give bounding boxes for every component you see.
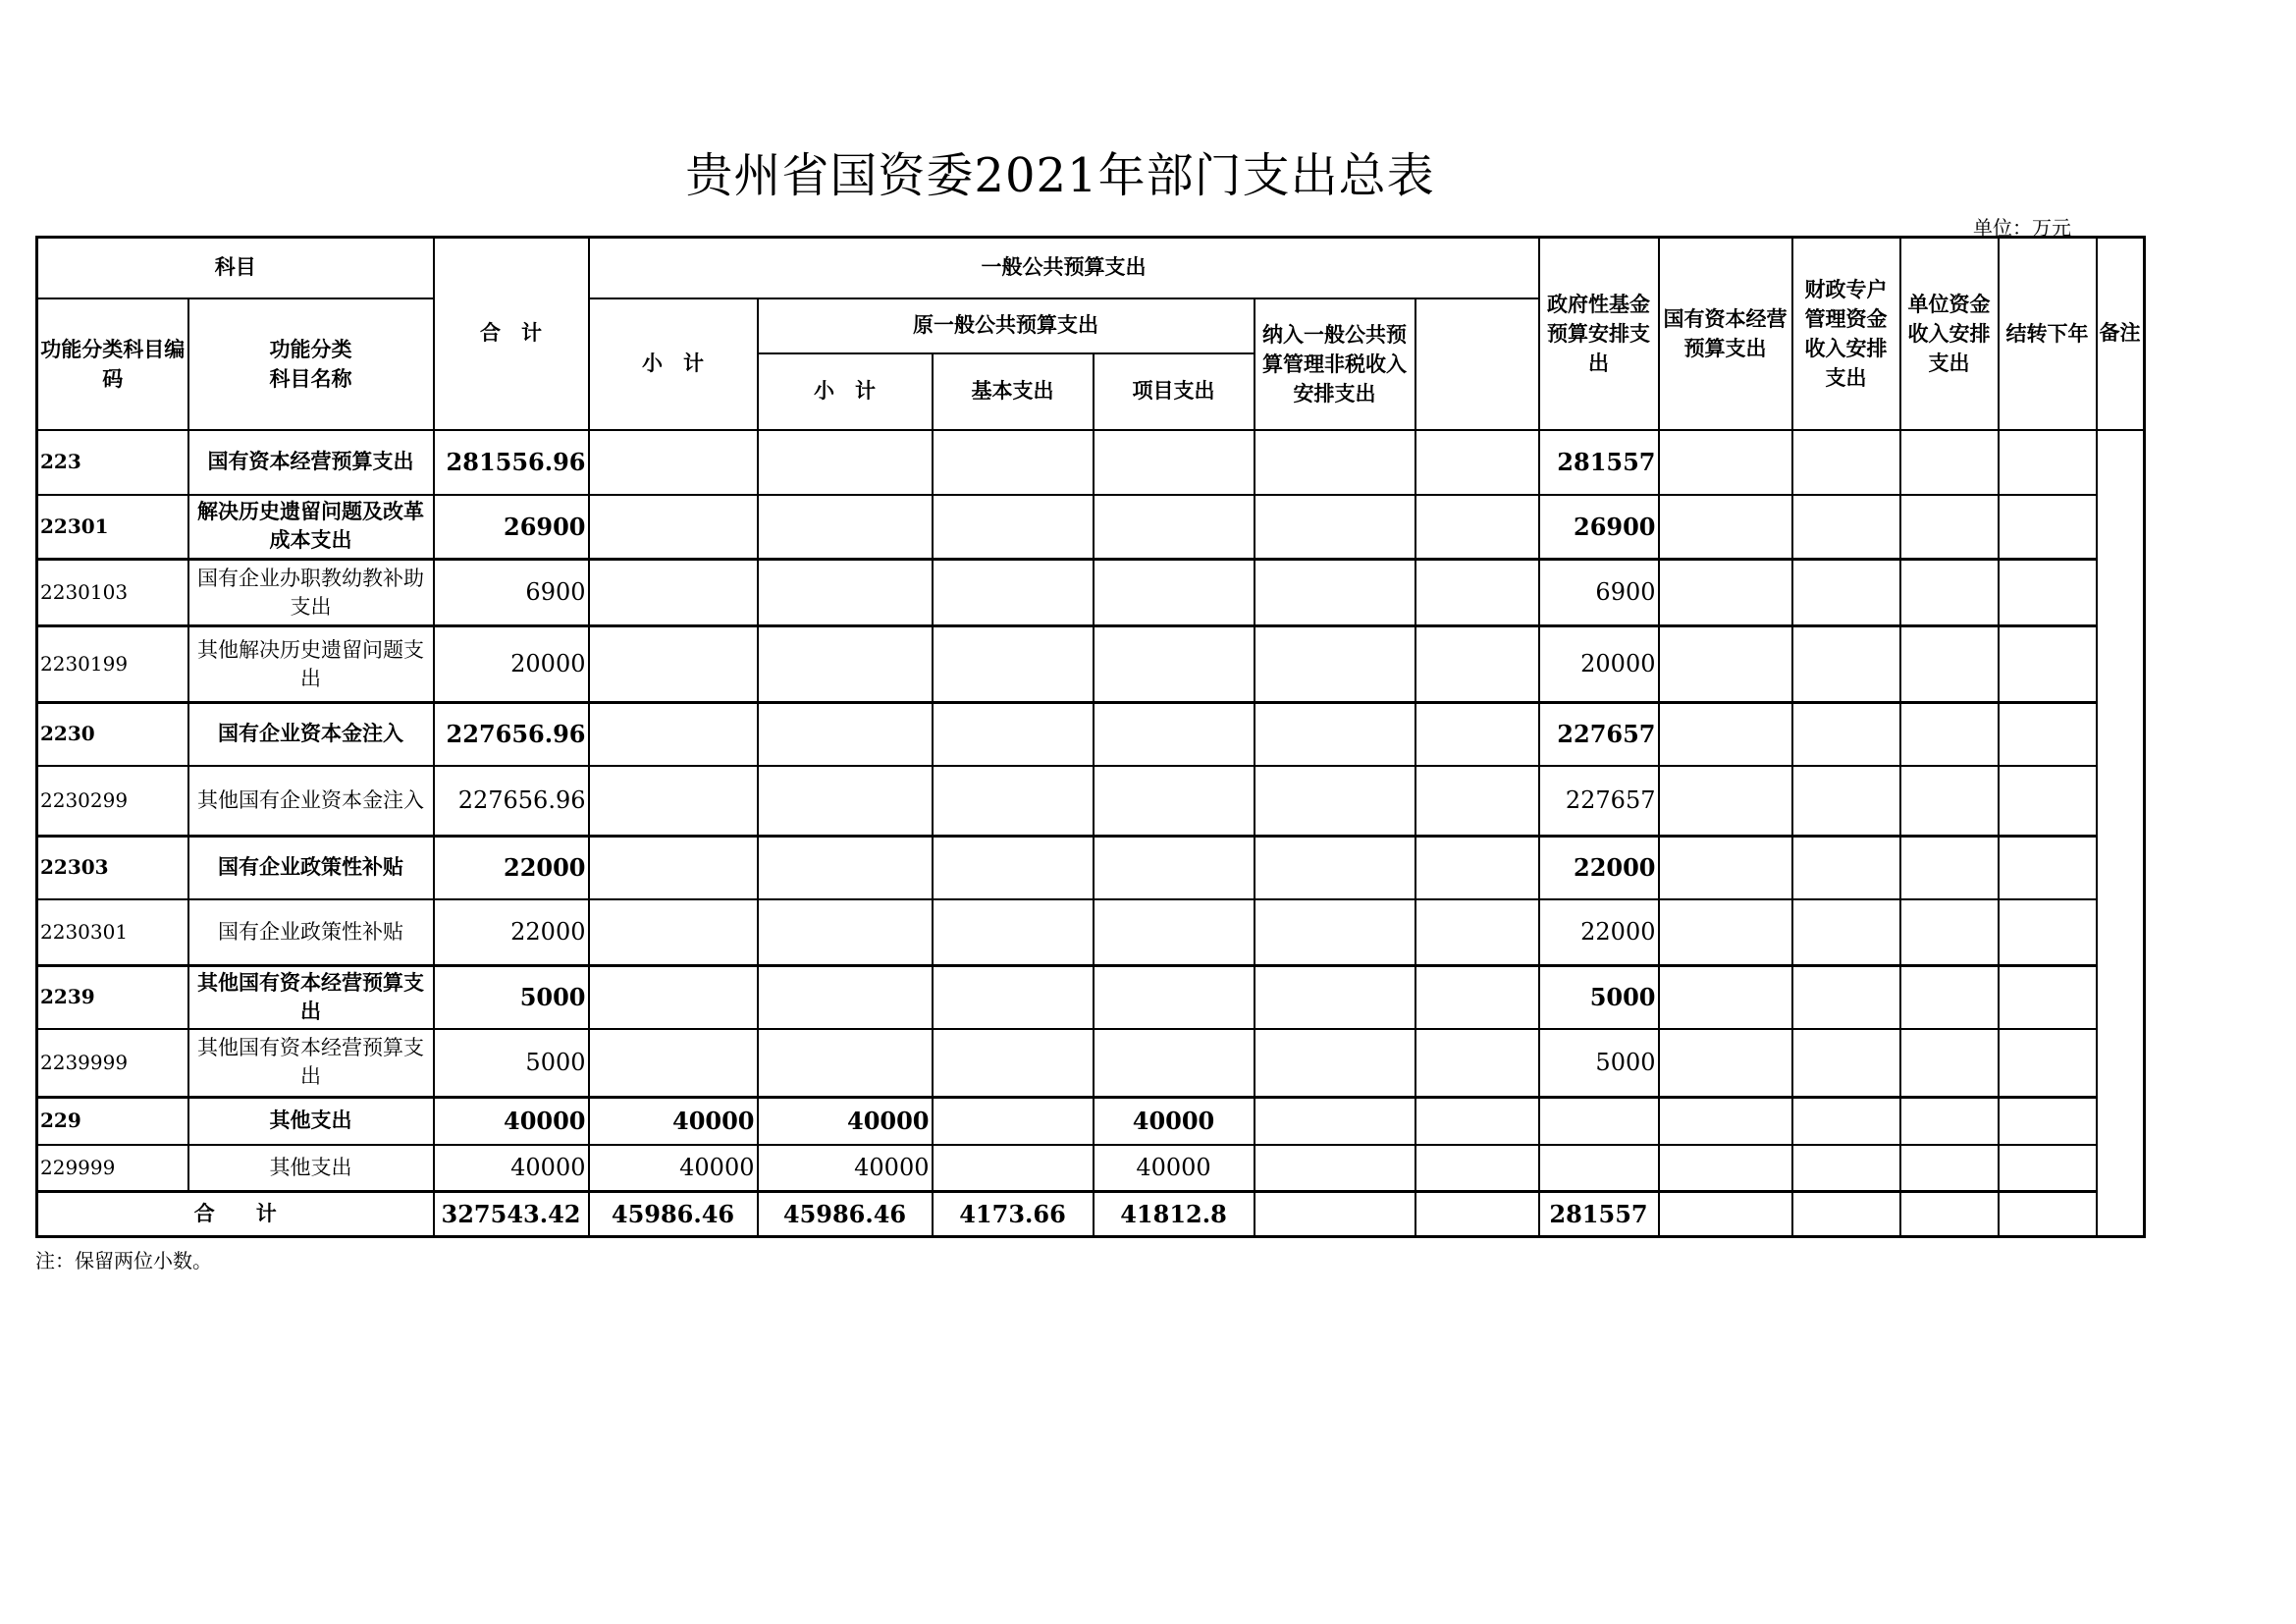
row-state	[1539, 1145, 1659, 1192]
row-gen-sub	[589, 766, 758, 837]
row-state: 281557	[1539, 430, 1659, 495]
row-name: 国有企业政策性补贴	[188, 899, 434, 966]
row-project	[1094, 626, 1255, 703]
row-carry	[1900, 1029, 1999, 1098]
row-carry	[1900, 560, 1999, 626]
row-orig-sub	[758, 626, 933, 703]
row-gov-fund	[1415, 495, 1539, 560]
table-row	[37, 1145, 2145, 1192]
row-name: 其他解决历史遗留问题支出	[188, 626, 434, 703]
total-gov-fund	[1415, 1192, 1539, 1237]
total-special	[1659, 1192, 1792, 1237]
row-code: 223	[37, 430, 188, 495]
row-gov-fund	[1415, 1098, 1539, 1145]
row-basic	[933, 560, 1094, 626]
total-basic: 4173.66	[933, 1192, 1094, 1237]
table-row	[37, 1029, 2145, 1098]
row-special	[1659, 766, 1792, 837]
row-special	[1659, 430, 1792, 495]
page-title: 贵州省国资委2021年部门支出总表	[685, 148, 1435, 203]
row-state	[1539, 1098, 1659, 1145]
row-carry	[1900, 1098, 1999, 1145]
row-code: 2230103	[37, 560, 188, 626]
row-state: 227657	[1539, 703, 1659, 766]
row-unit-fund	[1792, 430, 1900, 495]
row-unit-fund	[1792, 495, 1900, 560]
row-remark	[1999, 703, 2097, 766]
table-row	[37, 495, 2145, 560]
row-orig-sub	[758, 560, 933, 626]
footnote: 注：保留两位小数。	[35, 1249, 212, 1272]
row-basic	[933, 626, 1094, 703]
total-nontax	[1255, 1192, 1415, 1237]
row-state: 26900	[1539, 495, 1659, 560]
row-name: 国有企业资本金注入	[188, 703, 434, 766]
header-general-budget: 一般公共预算支出	[589, 238, 1539, 298]
total-label: 合 计	[37, 1192, 434, 1237]
header-gov-fund: 政府性基金预算安排支出	[1539, 238, 1659, 430]
row-carry	[1900, 703, 1999, 766]
row-orig-sub: 40000	[758, 1098, 933, 1145]
row-basic	[933, 1098, 1094, 1145]
row-unit-fund	[1792, 1145, 1900, 1192]
row-orig-sub	[758, 966, 933, 1029]
row-special	[1659, 837, 1792, 899]
row-unit-fund	[1792, 966, 1900, 1029]
row-carry	[1900, 1145, 1999, 1192]
row-nontax	[1255, 837, 1415, 899]
row-gen-sub	[589, 1029, 758, 1098]
row-gov-fund	[1415, 837, 1539, 899]
row-carry	[1900, 626, 1999, 703]
row-code: 2239999	[37, 1029, 188, 1098]
row-unit-fund	[1792, 703, 1900, 766]
row-nontax	[1255, 703, 1415, 766]
row-total: 22000	[434, 899, 589, 966]
row-orig-sub: 40000	[758, 1145, 933, 1192]
row-code: 229999	[37, 1145, 188, 1192]
row-code: 22303	[37, 837, 188, 899]
row-project	[1094, 766, 1255, 837]
row-basic	[933, 495, 1094, 560]
table-row	[37, 966, 2145, 1029]
row-remark	[1999, 837, 2097, 899]
row-nontax	[1255, 766, 1415, 837]
row-remark	[1999, 1029, 2097, 1098]
row-special	[1659, 966, 1792, 1029]
total-unit-fund	[1792, 1192, 1900, 1237]
row-carry	[1900, 430, 1999, 495]
row-special	[1659, 899, 1792, 966]
header-remark: 备注	[2097, 238, 2145, 430]
row-nontax	[1255, 430, 1415, 495]
row-orig-sub	[758, 430, 933, 495]
header-name: 功能分类 科目名称	[188, 298, 434, 430]
row-unit-fund	[1792, 899, 1900, 966]
row-special	[1659, 560, 1792, 626]
row-gen-sub: 40000	[589, 1098, 758, 1145]
row-basic	[933, 430, 1094, 495]
row-project	[1094, 430, 1255, 495]
table-row	[37, 430, 2145, 495]
total-project: 41812.8	[1094, 1192, 1255, 1237]
row-gen-sub: 40000	[589, 1145, 758, 1192]
row-project	[1094, 899, 1255, 966]
total-orig-sub: 45986.46	[758, 1192, 933, 1237]
row-total: 22000	[434, 837, 589, 899]
row-special	[1659, 626, 1792, 703]
row-state: 22000	[1539, 899, 1659, 966]
row-orig-sub	[758, 899, 933, 966]
row-project	[1094, 703, 1255, 766]
row-basic	[933, 837, 1094, 899]
total-row	[37, 1192, 2145, 1237]
row-total: 6900	[434, 560, 589, 626]
total-state: 281557	[1539, 1192, 1659, 1237]
row-name: 国有企业办职教幼教补助支出	[188, 560, 434, 626]
total-remark	[1999, 1192, 2097, 1237]
header-special-account: 财政专户管理资金收入安排支出	[1792, 238, 1900, 430]
row-gov-fund	[1415, 966, 1539, 1029]
row-remark	[1999, 966, 2097, 1029]
row-total: 5000	[434, 966, 589, 1029]
row-project	[1094, 495, 1255, 560]
row-code: 2230299	[37, 766, 188, 837]
row-gen-sub	[589, 560, 758, 626]
row-gen-sub	[589, 703, 758, 766]
row-name: 国有企业政策性补贴	[188, 837, 434, 899]
row-nontax	[1255, 1145, 1415, 1192]
row-unit-fund	[1792, 1098, 1900, 1145]
row-basic	[933, 766, 1094, 837]
row-orig-sub	[758, 1029, 933, 1098]
row-gov-fund	[1415, 430, 1539, 495]
row-gov-fund	[1415, 766, 1539, 837]
header-unit-fund: 单位资金收入安排支出	[1900, 238, 1999, 430]
row-special	[1659, 1145, 1792, 1192]
table-row	[37, 766, 2145, 837]
row-name: 其他支出	[188, 1098, 434, 1145]
header-subject: 科目	[37, 238, 434, 298]
row-unit-fund	[1792, 766, 1900, 837]
row-remark	[1999, 899, 2097, 966]
row-gov-fund	[1415, 1029, 1539, 1098]
row-name: 国有资本经营预算支出	[188, 430, 434, 495]
row-carry	[1900, 966, 1999, 1029]
row-name: 其他国有企业资本金注入	[188, 766, 434, 837]
row-gen-sub	[589, 899, 758, 966]
header-state-capital: 国有资本经营预算支出	[1659, 238, 1792, 430]
row-gen-sub	[589, 495, 758, 560]
row-name: 其他国有资本经营预算支出	[188, 966, 434, 1029]
row-gov-fund	[1415, 1145, 1539, 1192]
table-row	[37, 560, 2145, 626]
row-state: 227657	[1539, 766, 1659, 837]
row-total: 40000	[434, 1145, 589, 1192]
table-row	[37, 703, 2145, 766]
row-remark	[1999, 766, 2097, 837]
row-nontax	[1255, 560, 1415, 626]
total-gen-sub: 45986.46	[589, 1192, 758, 1237]
table-row	[37, 899, 2145, 966]
header-nontax: 纳入一般公共预算管理非税收入安排支出	[1255, 298, 1415, 430]
row-state: 5000	[1539, 966, 1659, 1029]
row-gov-fund	[1415, 560, 1539, 626]
row-nontax	[1255, 1029, 1415, 1098]
row-special	[1659, 1029, 1792, 1098]
row-gov-fund	[1415, 626, 1539, 703]
row-total: 20000	[434, 626, 589, 703]
row-carry	[1900, 899, 1999, 966]
row-remark	[1999, 1145, 2097, 1192]
header-total: 合 计	[434, 238, 589, 430]
row-project	[1094, 837, 1255, 899]
row-state: 22000	[1539, 837, 1659, 899]
row-unit-fund	[1792, 560, 1900, 626]
table-row	[37, 1098, 2145, 1145]
row-code: 229	[37, 1098, 188, 1145]
row-special	[1659, 703, 1792, 766]
row-state: 20000	[1539, 626, 1659, 703]
row-code: 2230	[37, 703, 188, 766]
unit-label: 单位：万元	[1973, 216, 2071, 240]
row-gen-sub	[589, 430, 758, 495]
row-orig-sub	[758, 837, 933, 899]
row-orig-sub	[758, 703, 933, 766]
row-code: 22301	[37, 495, 188, 560]
row-gov-fund	[1415, 899, 1539, 966]
row-project	[1094, 966, 1255, 1029]
header-general-subtotal: 小 计	[589, 298, 758, 430]
row-total: 227656.96	[434, 766, 589, 837]
row-total: 40000	[434, 1098, 589, 1145]
row-gen-sub	[589, 626, 758, 703]
header-project: 项目支出	[1094, 353, 1255, 430]
row-basic	[933, 1145, 1094, 1192]
row-remark	[1999, 560, 2097, 626]
header-code: 功能分类科目编码	[37, 298, 188, 430]
row-orig-sub	[758, 766, 933, 837]
row-project: 40000	[1094, 1098, 1255, 1145]
row-total: 227656.96	[434, 703, 589, 766]
row-remark	[1999, 1098, 2097, 1145]
row-special	[1659, 1098, 1792, 1145]
row-project	[1094, 560, 1255, 626]
row-name: 解决历史遗留问题及改革成本支出	[188, 495, 434, 560]
row-orig-sub	[758, 495, 933, 560]
table-row	[37, 626, 2145, 703]
row-name: 其他支出	[188, 1145, 434, 1192]
row-remark	[1999, 495, 2097, 560]
row-total: 26900	[434, 495, 589, 560]
row-basic	[933, 899, 1094, 966]
row-unit-fund	[1792, 1029, 1900, 1098]
row-special	[1659, 495, 1792, 560]
row-code: 2239	[37, 966, 188, 1029]
row-basic	[933, 966, 1094, 1029]
total-total: 327543.42	[434, 1192, 589, 1237]
row-carry	[1900, 766, 1999, 837]
header-orig-general: 原一般公共预算支出	[758, 298, 1255, 353]
row-carry	[1900, 495, 1999, 560]
header-carryover: 结转下年	[1999, 238, 2097, 430]
row-gen-sub	[589, 837, 758, 899]
row-state: 5000	[1539, 1029, 1659, 1098]
row-remark	[1999, 626, 2097, 703]
row-nontax	[1255, 495, 1415, 560]
row-basic	[933, 703, 1094, 766]
header-orig-subtotal: 小 计	[758, 353, 933, 430]
row-unit-fund	[1792, 626, 1900, 703]
header-basic: 基本支出	[933, 353, 1094, 430]
row-state: 6900	[1539, 560, 1659, 626]
row-total: 5000	[434, 1029, 589, 1098]
total-carry	[1900, 1192, 1999, 1237]
row-code: 2230301	[37, 899, 188, 966]
row-nontax	[1255, 899, 1415, 966]
row-nontax	[1255, 626, 1415, 703]
row-total: 281556.96	[434, 430, 589, 495]
row-name: 其他国有资本经营预算支出	[188, 1029, 434, 1098]
row-carry	[1900, 837, 1999, 899]
row-gen-sub	[589, 966, 758, 1029]
row-project	[1094, 1029, 1255, 1098]
table-row	[37, 837, 2145, 899]
row-nontax	[1255, 966, 1415, 1029]
row-basic	[933, 1029, 1094, 1098]
expenditure-table	[35, 236, 2146, 1238]
row-gov-fund	[1415, 703, 1539, 766]
row-code: 2230199	[37, 626, 188, 703]
row-nontax	[1255, 1098, 1415, 1145]
row-remark	[1999, 430, 2097, 495]
row-project: 40000	[1094, 1145, 1255, 1192]
row-unit-fund	[1792, 837, 1900, 899]
